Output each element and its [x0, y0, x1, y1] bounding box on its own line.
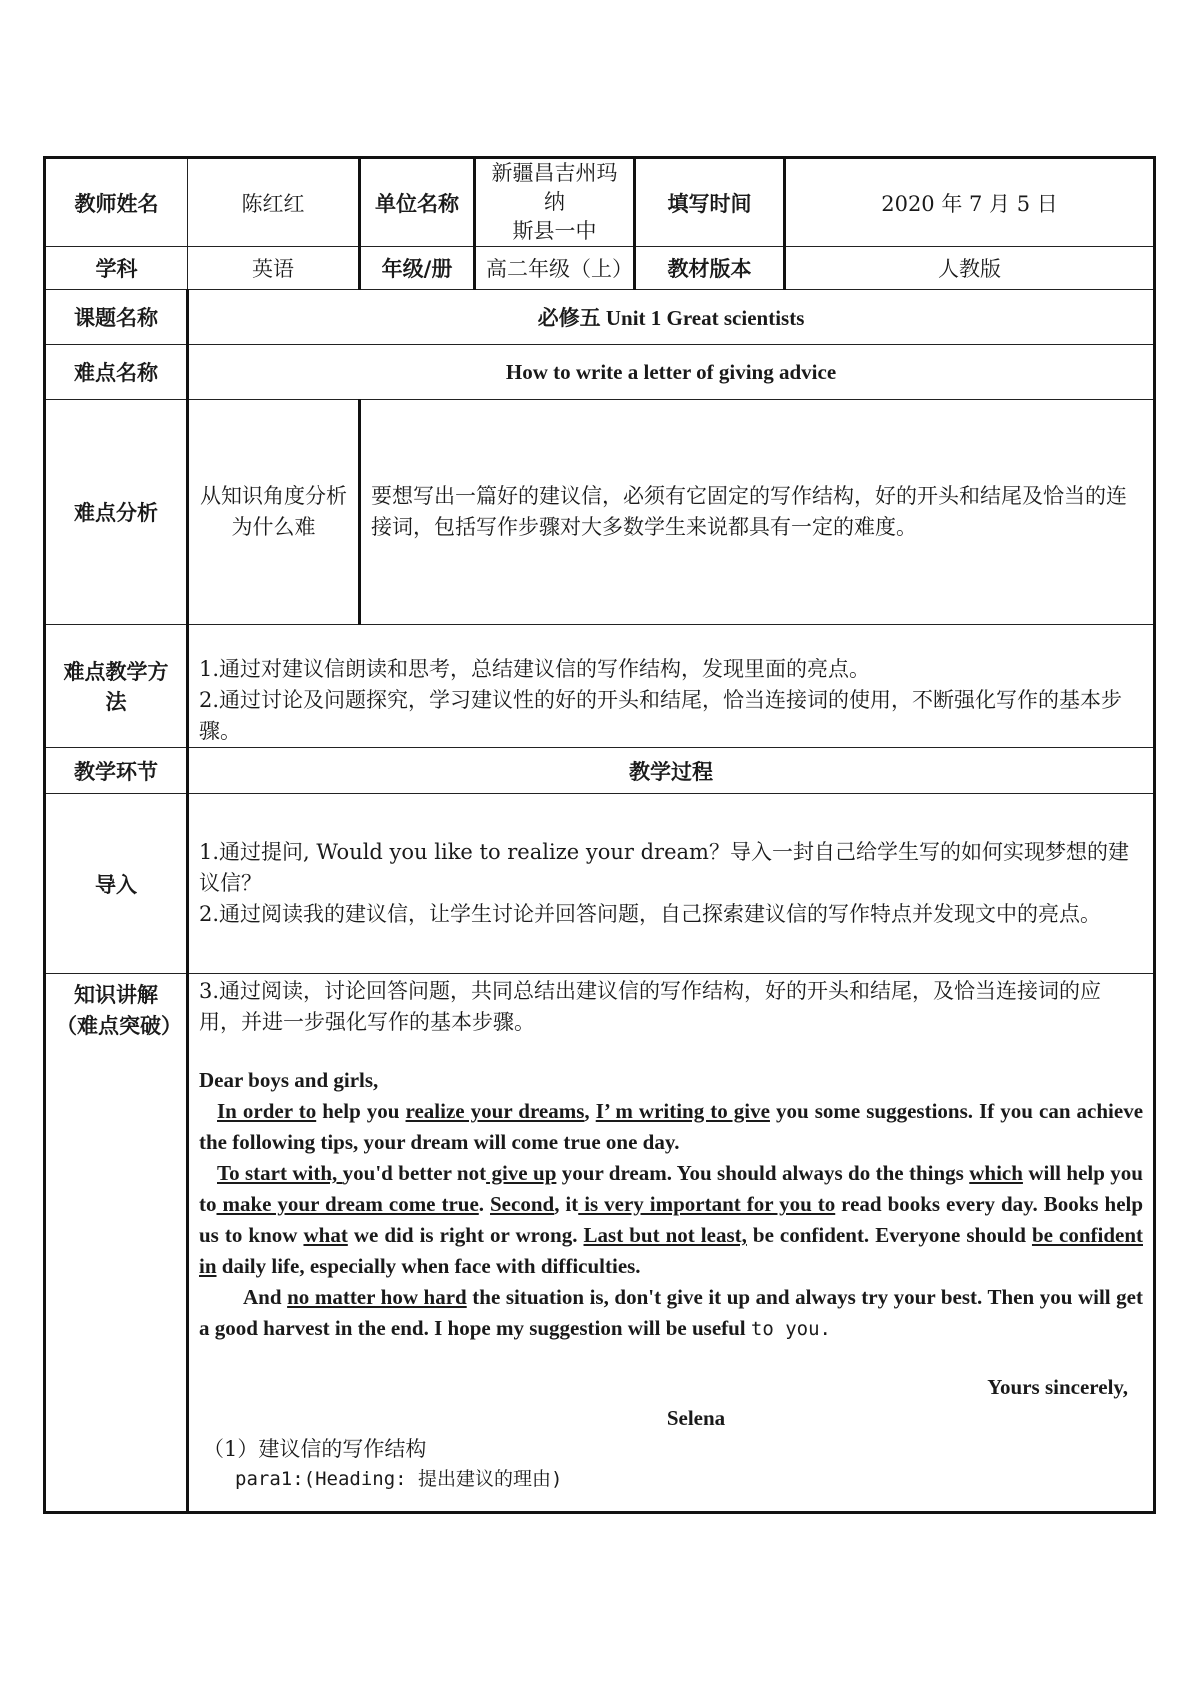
intro-row	[45, 794, 1155, 974]
analysis-text: 要想写出一篇好的建议信，必须有它固定的写作结构，好的开头和结尾及恰当的连接词，包括写作步骤对大多数学生来说都具有一定的难度。	[360, 400, 1155, 625]
method-item-1: 1.通过对建议信朗读和思考，总结建议信的写作结构，发现里面的亮点。	[199, 656, 871, 681]
phrase: You should always do the things	[672, 1161, 970, 1185]
unit-value-line1: 新疆昌吉州玛纳	[491, 161, 618, 214]
letter-paragraph-1	[199, 1096, 1143, 1158]
phrase-underlined: I’ m writing to give	[595, 1099, 770, 1123]
lesson-plan-table	[43, 156, 1156, 1514]
phrase: daily life, especially when face with difficulties.	[216, 1254, 641, 1278]
method-item-2: 2.通过讨论及问题探究，学习建议性的好的开头和结尾，恰当连接词的使用，不断强化写作的基本步骤。	[199, 687, 1123, 743]
phrase-underlined: which	[969, 1161, 1023, 1185]
subject-value: 英语	[188, 247, 360, 290]
teacher-value: 陈红红	[188, 158, 360, 247]
difficulty-label: 难点名称	[45, 345, 188, 400]
topic-label: 课题名称	[45, 290, 188, 345]
intro-item-2: 2.通过阅读我的建议信，让学生讨论并回答问题，自己探索建议信的写作特点并发现文中的亮点。	[199, 902, 1102, 926]
method-row	[45, 625, 1155, 748]
letter-signature: Selena	[666, 1406, 726, 1430]
phrase: you some suggestions. If you can achieve the following tips, your dream will come true one day.	[199, 1099, 1144, 1154]
analysis-row	[45, 400, 1155, 625]
phrase: we did is right or wrong.	[347, 1223, 584, 1247]
unit-value	[475, 158, 635, 247]
method-text	[188, 625, 1155, 748]
phrase: to you.	[750, 1318, 831, 1340]
difficulty-value: How to write a letter of giving advice	[188, 345, 1155, 400]
phrase: the situation is, don't give it up and always try your best. Then you will get a good harvest in the end. I hope my suggestion will be useful	[199, 1285, 1143, 1340]
knowledge-label-line2: （难点突破）	[56, 1014, 182, 1038]
phrase-underlined: Second	[490, 1192, 555, 1216]
phrase: you'd better not	[342, 1161, 487, 1185]
grade-value: 高二年级（上）	[475, 247, 635, 290]
teacher-label: 教师姓名	[45, 158, 188, 247]
analysis-sublabel-line2: 为什么难	[231, 515, 316, 539]
intro-item-1: 1.通过提问, Would you like to realize your dream？导入一封自己给学生写的如何实现梦想的建议信？	[199, 840, 1129, 895]
edition-label: 教材版本	[635, 247, 785, 290]
edition-value: 人教版	[785, 247, 1155, 290]
grade-label: 年级/册	[360, 247, 475, 290]
knowledge-row	[45, 974, 1155, 1513]
letter-salutation: Dear boys and girls,	[199, 1068, 379, 1092]
method-label: 难点教学方法	[45, 625, 188, 748]
phrase: , it	[554, 1192, 579, 1216]
difficulty-row	[45, 345, 1155, 400]
phrase: be confident. Everyone should	[746, 1223, 1032, 1247]
unit-label: 单位名称	[360, 158, 475, 247]
phrase-underlined: give up	[486, 1161, 557, 1185]
date-value: 2020 年 7 月 5 日	[785, 158, 1155, 247]
phrase-underlined: Last but not least,	[583, 1223, 747, 1247]
knowledge-label-line1: 知识讲解	[74, 983, 158, 1007]
phrase-underlined: In order to	[217, 1099, 317, 1123]
phrase: help you	[316, 1099, 406, 1123]
phrase: will help you to	[199, 1161, 1143, 1216]
phrase: read books every day. Books help us to know	[199, 1192, 1144, 1247]
subject-label: 学科	[45, 247, 188, 290]
process-header-row	[45, 748, 1155, 794]
analysis-sublabel	[188, 400, 360, 625]
phrase-underlined: make your dream come true	[216, 1192, 479, 1216]
topic-row	[45, 290, 1155, 345]
intro-text	[188, 794, 1155, 974]
analysis-sublabel-line1: 从知识角度分析	[200, 484, 347, 508]
phrase: ,	[584, 1099, 596, 1123]
letter-paragraph-3	[199, 1282, 1143, 1345]
topic-value: 必修五 Unit 1 Great scientists	[188, 290, 1155, 345]
phrase-underlined: no matter how hard	[287, 1285, 467, 1309]
unit-value-line2: 斯县一中	[512, 219, 597, 243]
knowledge-label	[45, 974, 188, 1513]
structure-para1: para1:(Heading: 提出建议的理由)	[235, 1468, 563, 1490]
phrase-underlined: To start with,	[217, 1161, 343, 1185]
phrase-underlined: is very important for you to	[578, 1192, 836, 1216]
knowledge-item-3: 3.通过阅读，讨论回答问题，共同总结出建议信的写作结构，好的开头和结尾，及恰当连接词的应用，并进一步强化写作的基本步骤。	[199, 979, 1102, 1034]
intro-label: 导入	[45, 794, 188, 974]
date-label: 填写时间	[635, 158, 785, 247]
process-step-label: 教学环节	[45, 748, 188, 794]
header-row-2	[45, 247, 1155, 290]
phrase-underlined: be confident in	[199, 1223, 1143, 1278]
phrase: .	[478, 1192, 490, 1216]
phrase: And	[243, 1285, 288, 1309]
header-row-1	[45, 158, 1155, 247]
analysis-label: 难点分析	[45, 400, 188, 625]
advice-letter	[199, 1065, 1143, 1434]
phrase-underlined: realize your dreams	[405, 1099, 585, 1123]
structure-title: （1）建议信的写作结构	[203, 1437, 427, 1461]
letter-paragraph-2	[199, 1158, 1143, 1282]
letter-closing: Yours sincerely,	[987, 1375, 1128, 1399]
knowledge-content	[188, 974, 1155, 1513]
phrase-underlined: what	[303, 1223, 348, 1247]
phrase: your dream.	[556, 1161, 672, 1185]
process-title: 教学过程	[188, 748, 1155, 794]
